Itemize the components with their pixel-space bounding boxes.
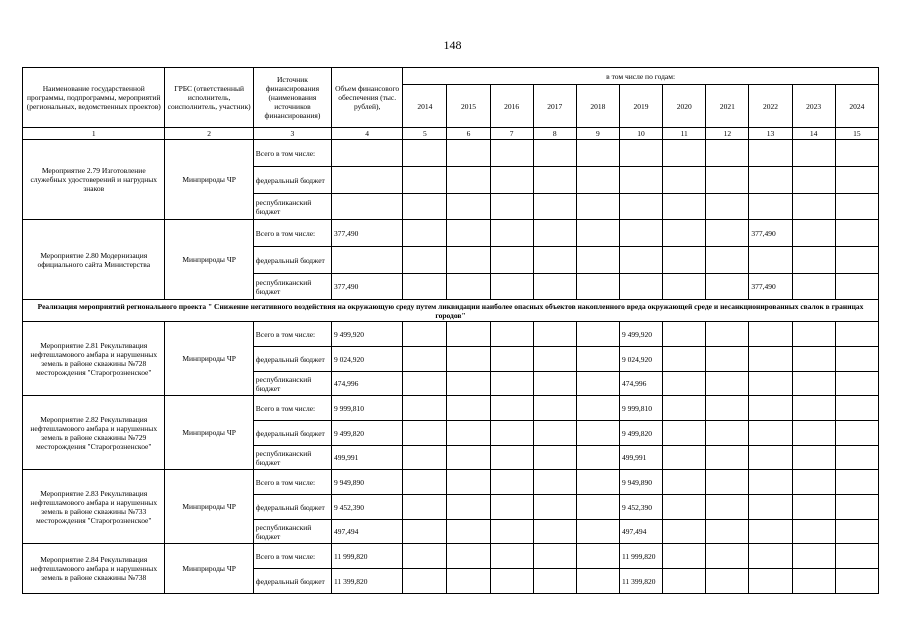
header-col-number: 13 xyxy=(749,128,792,140)
year-cell xyxy=(403,569,447,594)
year-cell xyxy=(663,421,706,446)
year-cell xyxy=(835,347,878,372)
volume-cell: 9 452,390 xyxy=(332,495,403,520)
year-cell xyxy=(835,446,878,470)
table-row xyxy=(23,140,879,167)
year-cell xyxy=(706,544,749,569)
year-cell xyxy=(447,544,490,569)
year-cell xyxy=(663,247,706,274)
year-cell xyxy=(663,520,706,544)
year-cell xyxy=(835,322,878,347)
year-cell xyxy=(533,347,576,372)
volume-cell: 377,490 xyxy=(332,220,403,247)
year-cell xyxy=(706,470,749,495)
year-cell xyxy=(533,274,576,300)
year-cell xyxy=(447,495,490,520)
source-cell: федеральный бюджет xyxy=(253,421,331,446)
source-cell: федеральный бюджет xyxy=(253,495,331,520)
header-col-number: 8 xyxy=(533,128,576,140)
year-2019-cell: 499,991 xyxy=(619,446,662,470)
header-col-number: 3 xyxy=(253,128,331,140)
year-cell xyxy=(706,372,749,396)
year-cell xyxy=(792,167,835,194)
year-2019-cell: 9 499,920 xyxy=(619,322,662,347)
year-cell xyxy=(447,274,490,300)
year-cell xyxy=(663,167,706,194)
year-cell xyxy=(576,140,619,167)
header-year: 2016 xyxy=(490,85,533,128)
year-cell xyxy=(576,347,619,372)
header-col-number: 12 xyxy=(706,128,749,140)
year-cell xyxy=(792,140,835,167)
year-cell xyxy=(835,495,878,520)
header-year: 2024 xyxy=(835,85,878,128)
year-cell xyxy=(792,446,835,470)
header-program: Наименование государственной программы, подпрограммы, мероприятий (региональных, ведомственных проектов) xyxy=(23,68,165,128)
source-cell: республиканский бюджет xyxy=(253,520,331,544)
year-cell xyxy=(663,194,706,220)
year-cell xyxy=(447,194,490,220)
header-year: 2014 xyxy=(403,85,447,128)
year-cell xyxy=(576,167,619,194)
year-2022-cell: 377,490 xyxy=(749,274,792,300)
year-cell xyxy=(447,140,490,167)
year-2022-cell xyxy=(749,421,792,446)
measure-name: Мероприятие 2.83 Рекультивация нефтешламового амбара и нарушенных земель в районе скважины №733 месторождения "Старогрозненское" xyxy=(23,470,165,544)
header-col-number: 9 xyxy=(576,128,619,140)
year-cell xyxy=(663,372,706,396)
header-year: 2018 xyxy=(576,85,619,128)
year-cell xyxy=(490,520,533,544)
measure-grbs: Минприроды ЧР xyxy=(165,322,253,396)
header-row xyxy=(23,68,879,85)
header-year: 2023 xyxy=(792,85,835,128)
year-cell xyxy=(533,495,576,520)
section-row xyxy=(23,300,879,322)
year-cell xyxy=(663,495,706,520)
year-cell xyxy=(706,569,749,594)
header-col-number: 5 xyxy=(403,128,447,140)
year-cell xyxy=(706,322,749,347)
table-row xyxy=(23,396,879,421)
year-cell xyxy=(835,372,878,396)
year-2019-cell xyxy=(619,220,662,247)
volume-cell: 11 999,820 xyxy=(332,544,403,569)
year-cell xyxy=(403,372,447,396)
source-cell: республиканский бюджет xyxy=(253,372,331,396)
year-cell xyxy=(663,322,706,347)
year-cell xyxy=(533,167,576,194)
year-cell xyxy=(447,322,490,347)
year-cell xyxy=(663,274,706,300)
year-cell xyxy=(447,167,490,194)
year-cell xyxy=(490,372,533,396)
source-cell: Всего в том числе: xyxy=(253,544,331,569)
table-row xyxy=(23,544,879,569)
year-cell xyxy=(576,322,619,347)
volume-cell: 11 399,820 xyxy=(332,569,403,594)
year-cell xyxy=(447,421,490,446)
year-cell xyxy=(490,544,533,569)
year-2022-cell xyxy=(749,347,792,372)
measure-name: Мероприятие 2.80 Модернизация официального сайта Министерства xyxy=(23,220,165,300)
measure-name: Мероприятие 2.79 Изготовление служебных удостоверений и нагрудных знаков xyxy=(23,140,165,220)
volume-cell: 9 024,920 xyxy=(332,347,403,372)
measure-grbs: Минприроды ЧР xyxy=(165,396,253,470)
measure-name: Мероприятие 2.81 Рекультивация нефтешламового амбара и нарушенных земель в районе скважины №728 месторождения "Старогрозненское" xyxy=(23,322,165,396)
year-cell xyxy=(403,322,447,347)
year-cell xyxy=(447,520,490,544)
year-2019-cell: 9 452,390 xyxy=(619,495,662,520)
year-cell xyxy=(835,470,878,495)
year-cell xyxy=(403,446,447,470)
year-2019-cell: 9 949,890 xyxy=(619,470,662,495)
year-cell xyxy=(490,140,533,167)
header-volume: Объем финансового обеспечения (тыс. рублей), xyxy=(332,68,403,128)
section-title: Реализация мероприятий регионального проекта " Снижение негативного воздействия на окружающую среду путем ликвидации наиболее опасных объектов накопленного вреда окружающей среде и несанкционированных свалок в границах городов" xyxy=(23,300,879,322)
budget-table xyxy=(22,67,879,594)
year-cell xyxy=(576,247,619,274)
volume-cell: 474,996 xyxy=(332,372,403,396)
year-cell xyxy=(533,569,576,594)
header-col-number: 11 xyxy=(663,128,706,140)
volume-cell: 497,494 xyxy=(332,520,403,544)
header-col-number: 7 xyxy=(490,128,533,140)
year-cell xyxy=(663,569,706,594)
page-number: 148 xyxy=(443,38,462,52)
year-cell xyxy=(447,247,490,274)
year-cell xyxy=(490,495,533,520)
year-cell xyxy=(576,446,619,470)
header-source: Источник финансирования (наименования источников финансирования) xyxy=(253,68,331,128)
source-cell: федеральный бюджет xyxy=(253,167,331,194)
year-2022-cell: 377,490 xyxy=(749,220,792,247)
year-cell xyxy=(403,220,447,247)
year-cell xyxy=(403,347,447,372)
year-cell xyxy=(792,194,835,220)
year-cell xyxy=(792,396,835,421)
year-2022-cell xyxy=(749,396,792,421)
source-cell: Всего в том числе: xyxy=(253,220,331,247)
year-cell xyxy=(490,247,533,274)
volume-cell: 499,991 xyxy=(332,446,403,470)
source-cell: федеральный бюджет xyxy=(253,569,331,594)
year-cell xyxy=(576,194,619,220)
source-cell: федеральный бюджет xyxy=(253,347,331,372)
year-cell xyxy=(533,421,576,446)
year-cell xyxy=(447,396,490,421)
year-cell xyxy=(576,274,619,300)
year-cell xyxy=(490,274,533,300)
year-2022-cell xyxy=(749,470,792,495)
header-col-number: 10 xyxy=(619,128,662,140)
year-cell xyxy=(403,396,447,421)
year-cell xyxy=(533,220,576,247)
year-cell xyxy=(663,220,706,247)
year-cell xyxy=(835,140,878,167)
header-years-title: в том числе по годам: xyxy=(403,68,879,85)
year-cell xyxy=(706,140,749,167)
year-cell xyxy=(533,544,576,569)
year-cell xyxy=(663,396,706,421)
header-year: 2020 xyxy=(663,85,706,128)
year-cell xyxy=(792,274,835,300)
header-col-number: 6 xyxy=(447,128,490,140)
year-cell xyxy=(706,194,749,220)
volume-cell xyxy=(332,194,403,220)
year-cell xyxy=(533,322,576,347)
year-2022-cell xyxy=(749,322,792,347)
year-2019-cell: 474,996 xyxy=(619,372,662,396)
year-2019-cell: 497,494 xyxy=(619,520,662,544)
year-cell xyxy=(663,140,706,167)
year-cell xyxy=(403,247,447,274)
year-cell xyxy=(576,544,619,569)
year-cell xyxy=(403,194,447,220)
table-row xyxy=(23,470,879,495)
year-2022-cell xyxy=(749,520,792,544)
year-cell xyxy=(835,569,878,594)
year-cell xyxy=(706,446,749,470)
year-cell xyxy=(706,520,749,544)
year-cell xyxy=(490,167,533,194)
source-cell: республиканский бюджет xyxy=(253,274,331,300)
source-cell: республиканский бюджет xyxy=(253,446,331,470)
year-cell xyxy=(490,220,533,247)
volume-cell: 9 499,820 xyxy=(332,421,403,446)
header-grbs: ГРБС (ответственный исполнитель, соисполнитель, участник) xyxy=(165,68,253,128)
header-year: 2021 xyxy=(706,85,749,128)
source-cell: Всего в том числе: xyxy=(253,396,331,421)
year-cell xyxy=(447,569,490,594)
year-cell xyxy=(533,372,576,396)
year-cell xyxy=(835,194,878,220)
year-cell xyxy=(447,347,490,372)
year-cell xyxy=(835,544,878,569)
year-cell xyxy=(663,347,706,372)
year-2019-cell: 9 499,820 xyxy=(619,421,662,446)
year-cell xyxy=(792,421,835,446)
measure-grbs: Минприроды ЧР xyxy=(165,470,253,544)
header-year: 2015 xyxy=(447,85,490,128)
year-cell xyxy=(490,446,533,470)
header-number-row xyxy=(23,128,879,140)
year-2019-cell xyxy=(619,194,662,220)
year-2022-cell xyxy=(749,495,792,520)
year-2019-cell xyxy=(619,247,662,274)
measure-grbs: Минприроды ЧР xyxy=(165,544,253,594)
volume-cell xyxy=(332,167,403,194)
year-cell xyxy=(706,274,749,300)
table-row xyxy=(23,220,879,247)
year-2022-cell xyxy=(749,544,792,569)
year-2022-cell xyxy=(749,140,792,167)
year-cell xyxy=(835,421,878,446)
measure-name: Мероприятие 2.82 Рекультивация нефтешламового амбара и нарушенных земель в районе скважины №729 месторождения "Старогрозненское" xyxy=(23,396,165,470)
year-cell xyxy=(403,470,447,495)
header-year: 2022 xyxy=(749,85,792,128)
year-cell xyxy=(576,220,619,247)
year-cell xyxy=(403,421,447,446)
year-2019-cell: 11 999,820 xyxy=(619,544,662,569)
year-2022-cell xyxy=(749,446,792,470)
year-cell xyxy=(706,167,749,194)
year-cell xyxy=(447,372,490,396)
source-cell: Всего в том числе: xyxy=(253,322,331,347)
year-cell xyxy=(663,544,706,569)
table-row xyxy=(23,322,879,347)
year-cell xyxy=(706,396,749,421)
year-cell xyxy=(447,470,490,495)
volume-cell: 9 949,890 xyxy=(332,470,403,495)
year-2019-cell: 9 999,810 xyxy=(619,396,662,421)
year-cell xyxy=(403,520,447,544)
measure-name: Мероприятие 2.84 Рекультивация нефтешламового амбара и нарушенных земель в районе скважины №738 xyxy=(23,544,165,594)
year-cell xyxy=(792,569,835,594)
year-cell xyxy=(835,274,878,300)
source-cell: республиканский бюджет xyxy=(253,194,331,220)
year-cell xyxy=(533,470,576,495)
year-cell xyxy=(792,372,835,396)
year-cell xyxy=(792,247,835,274)
measure-grbs: Минприроды ЧР xyxy=(165,220,253,300)
year-cell xyxy=(835,520,878,544)
year-cell xyxy=(792,220,835,247)
year-2022-cell xyxy=(749,247,792,274)
year-cell xyxy=(576,396,619,421)
year-cell xyxy=(835,167,878,194)
year-cell xyxy=(490,470,533,495)
year-cell xyxy=(835,396,878,421)
year-2022-cell xyxy=(749,167,792,194)
source-cell: Всего в том числе: xyxy=(253,470,331,495)
volume-cell: 377,490 xyxy=(332,274,403,300)
year-cell xyxy=(533,446,576,470)
volume-cell xyxy=(332,247,403,274)
year-cell xyxy=(576,372,619,396)
year-2022-cell xyxy=(749,372,792,396)
year-cell xyxy=(835,220,878,247)
year-cell xyxy=(490,347,533,372)
measure-grbs: Минприроды ЧР xyxy=(165,140,253,220)
volume-cell xyxy=(332,140,403,167)
header-col-number: 1 xyxy=(23,128,165,140)
year-cell xyxy=(576,520,619,544)
year-2019-cell xyxy=(619,140,662,167)
year-cell xyxy=(576,421,619,446)
year-cell xyxy=(447,220,490,247)
year-cell xyxy=(533,247,576,274)
year-cell xyxy=(706,347,749,372)
year-cell xyxy=(533,140,576,167)
year-cell xyxy=(490,421,533,446)
year-2019-cell xyxy=(619,274,662,300)
year-cell xyxy=(792,520,835,544)
volume-cell: 9 499,920 xyxy=(332,322,403,347)
year-cell xyxy=(706,421,749,446)
year-cell xyxy=(533,396,576,421)
year-cell xyxy=(490,396,533,421)
header-year: 2019 xyxy=(619,85,662,128)
year-cell xyxy=(663,470,706,495)
year-cell xyxy=(490,194,533,220)
year-cell xyxy=(447,446,490,470)
year-cell xyxy=(490,569,533,594)
year-cell xyxy=(403,274,447,300)
year-cell xyxy=(792,544,835,569)
year-cell xyxy=(706,495,749,520)
header-col-number: 15 xyxy=(835,128,878,140)
source-cell: Всего в том числе: xyxy=(253,140,331,167)
year-2019-cell: 9 024,920 xyxy=(619,347,662,372)
year-cell xyxy=(533,194,576,220)
volume-cell: 9 999,810 xyxy=(332,396,403,421)
year-cell xyxy=(663,446,706,470)
header-col-number: 14 xyxy=(792,128,835,140)
year-cell xyxy=(403,167,447,194)
year-cell xyxy=(792,470,835,495)
year-cell xyxy=(576,569,619,594)
year-cell xyxy=(403,140,447,167)
year-2022-cell xyxy=(749,194,792,220)
year-cell xyxy=(706,247,749,274)
year-cell xyxy=(576,470,619,495)
year-cell xyxy=(490,322,533,347)
header-year: 2017 xyxy=(533,85,576,128)
year-cell xyxy=(706,220,749,247)
year-cell xyxy=(403,495,447,520)
year-cell xyxy=(792,495,835,520)
year-cell xyxy=(533,520,576,544)
year-cell xyxy=(835,247,878,274)
header-col-number: 4 xyxy=(332,128,403,140)
year-2019-cell: 11 399,820 xyxy=(619,569,662,594)
year-cell xyxy=(576,495,619,520)
year-cell xyxy=(792,322,835,347)
year-cell xyxy=(403,544,447,569)
year-cell xyxy=(792,347,835,372)
header-col-number: 2 xyxy=(165,128,253,140)
year-2019-cell xyxy=(619,167,662,194)
year-2022-cell xyxy=(749,569,792,594)
source-cell: федеральный бюджет xyxy=(253,247,331,274)
